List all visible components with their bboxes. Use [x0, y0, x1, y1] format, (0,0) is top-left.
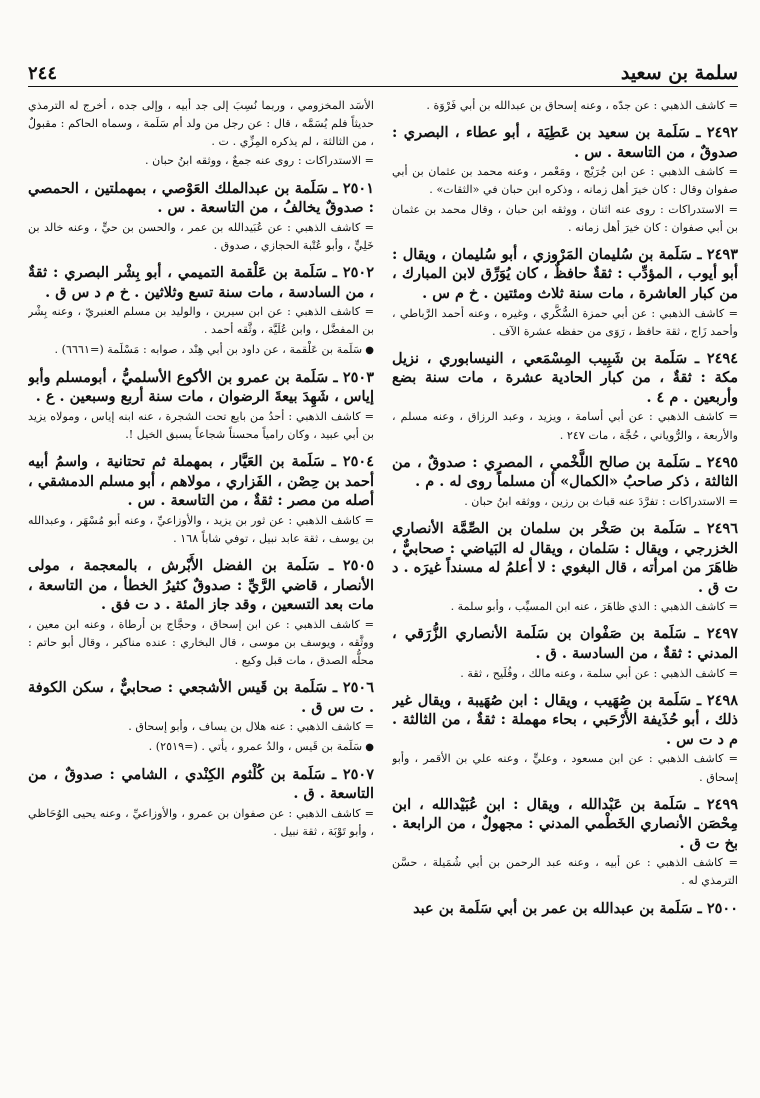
biography-entry: [28, 556, 374, 670]
left-column: [28, 96, 374, 1058]
cross-reference: [28, 738, 374, 756]
biography-entry: [392, 97, 738, 115]
entry-heading: ٢٥٠١ ـ سَلَمة بن عبدالملك العَوْصي ، بمهملتين ، الحمصي : صدوقٌ يخالفُ ، من التاسعة . س .: [28, 179, 374, 217]
entry-note: = الاستدراكات : روى عنه اثنان ، ووثقه ابن حبان ، وقال محمد بن عثمان بن أبي صفوان : كان خيرَ أهل زمانه .: [392, 202, 738, 234]
entry-heading: ٢٤٩٩ ـ سَلَمة بن عَبْدالله ، ويقال : ابن عُبَيْدالله ، ابن مِحْصَن الأنصاري الخَطْمي المدني : مجهولٌ ، من الرابعة . بخ ت ق .: [392, 795, 738, 852]
biography-entry: [392, 245, 738, 341]
cross-reference-text: سَلَمة بن عَلْقمة ، عن داود بن أبي هِنْد ، صوابه : مَسْلَمة (=٦٦٦١) .: [54, 343, 363, 357]
biography-entry: [28, 97, 374, 171]
entry-heading: ٢٥٠٢ ـ سَلَمة بن عَلْقمة التميمي ، أبو بِشْر البصري : ثقةٌ ، من السادسة ، مات سنة تسع وثلاثين . خ م د س ق .: [28, 263, 374, 301]
entry-note: = كاشف الذهبي : عن ثور بن يزيد ، والأوزاعيِّ ، وعنه أبو مُسْهَر ، وعبدالله بن يوسف ، ثقة عابد نبيل ، توفي شاباً ١٦٨ .: [28, 513, 374, 545]
biography-entry: [392, 519, 738, 616]
entry-note: = كاشف الذهبي : عن ابن جُرَيْج ، ومَعْمر ، وعنه محمد بن عثمان بن أبي صفوان وقال : كان خيرَ أهل زمانه ، وذكره ابن حبان في «الثقات» .: [392, 165, 738, 197]
entry-heading: ٢٥٠٦ ـ سَلَمة بن قَيس الأشجعي : صحابيٌّ ، سكن الكوفة . ت س ق .: [28, 679, 374, 716]
entry-heading: ٢٤٩٦ ـ سَلَمة بن صَخْر بن سلمان بن الصِّمَّة الأنصاري الخزرجي ، ويقال : سَلمان ، ويقال له البَياضي : صحابيٌّ ، ظاهَرَ من امرأته ، قال البغوي : لا أعلمُ له مسنداً غيرَه . د ت ق .: [392, 520, 738, 596]
running-title: سلمة بن سعيد: [620, 62, 738, 84]
entry-note: = كاشف الذهبي : عن أبيه ، وعنه عبد الرحمن بن أبي شُمَيلة ، حسَّن الترمذي له .: [392, 856, 738, 888]
biography-entry: [392, 453, 738, 511]
entry-heading: ٢٥٠٣ ـ سَلَمة بن عمرو بن الأكوع الأسلميُّ ، أبومسلم وأبو إياس ، شَهِدَ بيعةَ الرضوان ، مات سنة أربع وسبعين . ع .: [28, 368, 374, 406]
entry-heading: ٢٤٩٤ ـ سَلَمة بن شَبِيب المِسْمَعي ، النيسابوري ، نزيل مكة : ثقةٌ ، من كبار الحادية عشرة ، مات سنة بضع وأربعين . م ٤ .: [392, 349, 738, 406]
entry-note: = كاشف الذهبي : عن ابن إسحاق ، وحجَّاج بن أرطاة ، وعنه ابن معين ، ووثَّقه ، ويوسف بن موسى ، قال البخاري : عنده مناكير ، وقال أبو حاتم : محلُّه الصدق ، مات قبل وكيع .: [28, 617, 374, 667]
biography-entry: [28, 368, 374, 444]
biography-entry: [28, 765, 374, 841]
entry-note: = كاشف الذهبي : عن أبي سلمة ، وعنه مالك ، وفُلَيح ، ثقة .: [460, 666, 738, 680]
biography-entry: [28, 678, 374, 756]
entry-note: = كاشف الذهبي : عن ابن مسعود ، وعليٍّ ، وعنه علي بن الأقمر ، وأبو إسحاق .: [392, 752, 738, 784]
biography-entry: [28, 179, 374, 255]
page-number: ٢٤٤: [28, 63, 58, 84]
bullet-icon: ●: [365, 742, 374, 754]
running-header: [28, 58, 738, 87]
entry-heading: ٢٥٠٥ ـ سَلَمة بن الفضل الأَبْرش ، بالمعجمة ، مولى الأنصار ، قاضي الرَّيِّ : صدوقٌ كثيرُ الخطأ ، من التاسعة ، مات بعد التسعين ، وقد جاز المئة . د ت فق .: [28, 556, 374, 614]
entry-note: = كاشف الذهبي : عن ابن سيرين ، والوليد بن مسلم العنبريّ ، وعنه بِشْر بن المفضَّل ، وابن عُلَيَّة ، وثَّقه أحمد .: [28, 305, 374, 337]
entry-heading: ٢٥٠٤ ـ سَلَمة بن العَيَّار ، بمهملة ثم تحتانية ، واسمُ أبيه أحمد بن حِصْن ، الفَزاري ، مولاهم ، أبو مسلم الدمشقي ، أصله من مصر : ثقةٌ ، من التاسعة . س .: [28, 452, 374, 510]
entry-note: = كاشف الذهبي : عن جدّه ، وعنه إسحاق بن عبدالله بن أبي فَرْوَة .: [426, 99, 738, 112]
entry-heading: ٢٤٩٧ ـ سَلَمة بن صَفْوان بن سَلَمة الأنصاري الزُّرَقي ، المدني : ثقةٌ ، من السادسة . ق .: [392, 625, 738, 662]
entry-note: = كاشف الذهبي : أحدُ من بايع تحت الشجرة ، عنه ابنه إياس ، ومولاه يزيد بن أبي عبيد ، وكان رامياً محسناً شجاعاً يسبق الخيل !.: [28, 409, 374, 441]
biography-entry: [392, 899, 738, 919]
biography-entry: [28, 263, 374, 360]
entry-heading: ٢٤٩٥ ـ سَلَمة بن صالح اللَّخْمي ، المصري : صدوقٌ ، من الثالثة ، ذكر صاحبُ «الكمال» أن مسلماً روى له . م .: [392, 453, 738, 491]
entry-note: = الاستدراكات : روى عنه جمعٌ ، ووثقه ابنُ حبان .: [145, 154, 374, 168]
right-column: [392, 96, 738, 1058]
biography-entry: [392, 123, 738, 237]
bullet-icon: ●: [365, 345, 374, 357]
entry-note: = كاشف الذهبي : عنه هلال بن يساف ، وأبو إسحاق .: [128, 720, 374, 734]
entry-note: = الاستدراكات : تفرَّدَ عنه قباث بن رزين ، ووثقه ابنُ حبان .: [464, 494, 738, 508]
biography-entry: [392, 795, 738, 891]
entry-note: = كاشف الذهبي : عن أبي أسامة ، ويزيد ، وعبد الرزاق ، وعنه مسلم ، والأربعة ، والرُّوياني ، حُجَّة ، مات ٢٤٧ .: [392, 410, 738, 442]
biography-entry: [392, 349, 738, 445]
entry-note: الأسَد المخزومي ، وربما نُسِبَ إلى جد أبيه ، وإلى جده ، أخرج له الترمذي حديثاً فلم يُسَمَّه ، قال : عن رجل من ولد أم سَلَمة ، وسماه الحاكم : مقبولٌ ، من الثالثة ، لم يذكره المِزِّي . ت .: [28, 99, 374, 149]
entry-heading: ٢٥٠٠ ـ سَلَمة بن عبدالله بن عمر بن أبي سَلَمة بن عبد: [413, 899, 738, 917]
entry-note: = كاشف الذهبي : عن عُبَيدالله بن عمر ، والحسن بن حيٍّ ، وعنه خالد بن خَلِيٍّ ، وأبو عُتْبة الحجازي ، صدوق .: [28, 220, 374, 252]
cross-reference: [28, 341, 374, 359]
biography-entry: [392, 624, 738, 682]
entry-heading: ٢٥٠٧ ـ سَلَمة بن كُلْثوم الكِنْدي ، الشامي : صدوقٌ ، من التاسعة . ق .: [28, 765, 374, 803]
entry-note: = كاشف الذهبي : عن صفوان بن عمرو ، والأوزاعيِّ ، وعنه يحيى الوُحَاظي ، وأبو تَوْبَة ، ثقة نبيل .: [28, 806, 374, 838]
entry-heading: ٢٤٩٨ ـ سَلَمة بن صُهَيب ، ويقال : ابن صُهَيبة ، ويقال غير ذلك ، أبو حُذَيفة الأَرْحَبي ، بحاء مهملة : ثقةٌ ، من الثالثة . م د ت س .: [392, 691, 738, 748]
entry-note: = كاشف الذهبي : الذي ظاهَرَ ، عنه ابن المسيِّب ، وأبو سلمة .: [450, 600, 738, 614]
entry-note: = كاشف الذهبي : عن أبي حمزة السُّكَّري ، وغيره ، وعنه أحمد الرَّباطي ، وأحمد زَاج ، ثقة حافظ ، رَوَى من حفظه عشرة الآف .: [392, 306, 738, 338]
biography-entry: [392, 691, 738, 787]
entry-heading: ٢٤٩٣ ـ سَلَمة بن سُليمان المَرْوزي ، أبو سُليمان ، ويقال : أبو أيوب ، المؤدِّب : ثقةٌ حافظٌ ، كان يُوَرِّق لابن المبارك ، من كبار العاشرة ، مات سنة ثلاث ومئتين . خ م س .: [392, 245, 738, 302]
cross-reference-text: سَلَمة بن قَيس ، والدُ عمرو ، يأتي . (=٢٥١٩) .: [148, 740, 363, 754]
entry-heading: ٢٤٩٢ ـ سَلَمة بن سعيد بن عَطِيَة ، أبو عطاء ، البصري : صدوقٌ ، من التاسعة . س .: [392, 124, 738, 161]
biography-entry: [28, 452, 374, 548]
